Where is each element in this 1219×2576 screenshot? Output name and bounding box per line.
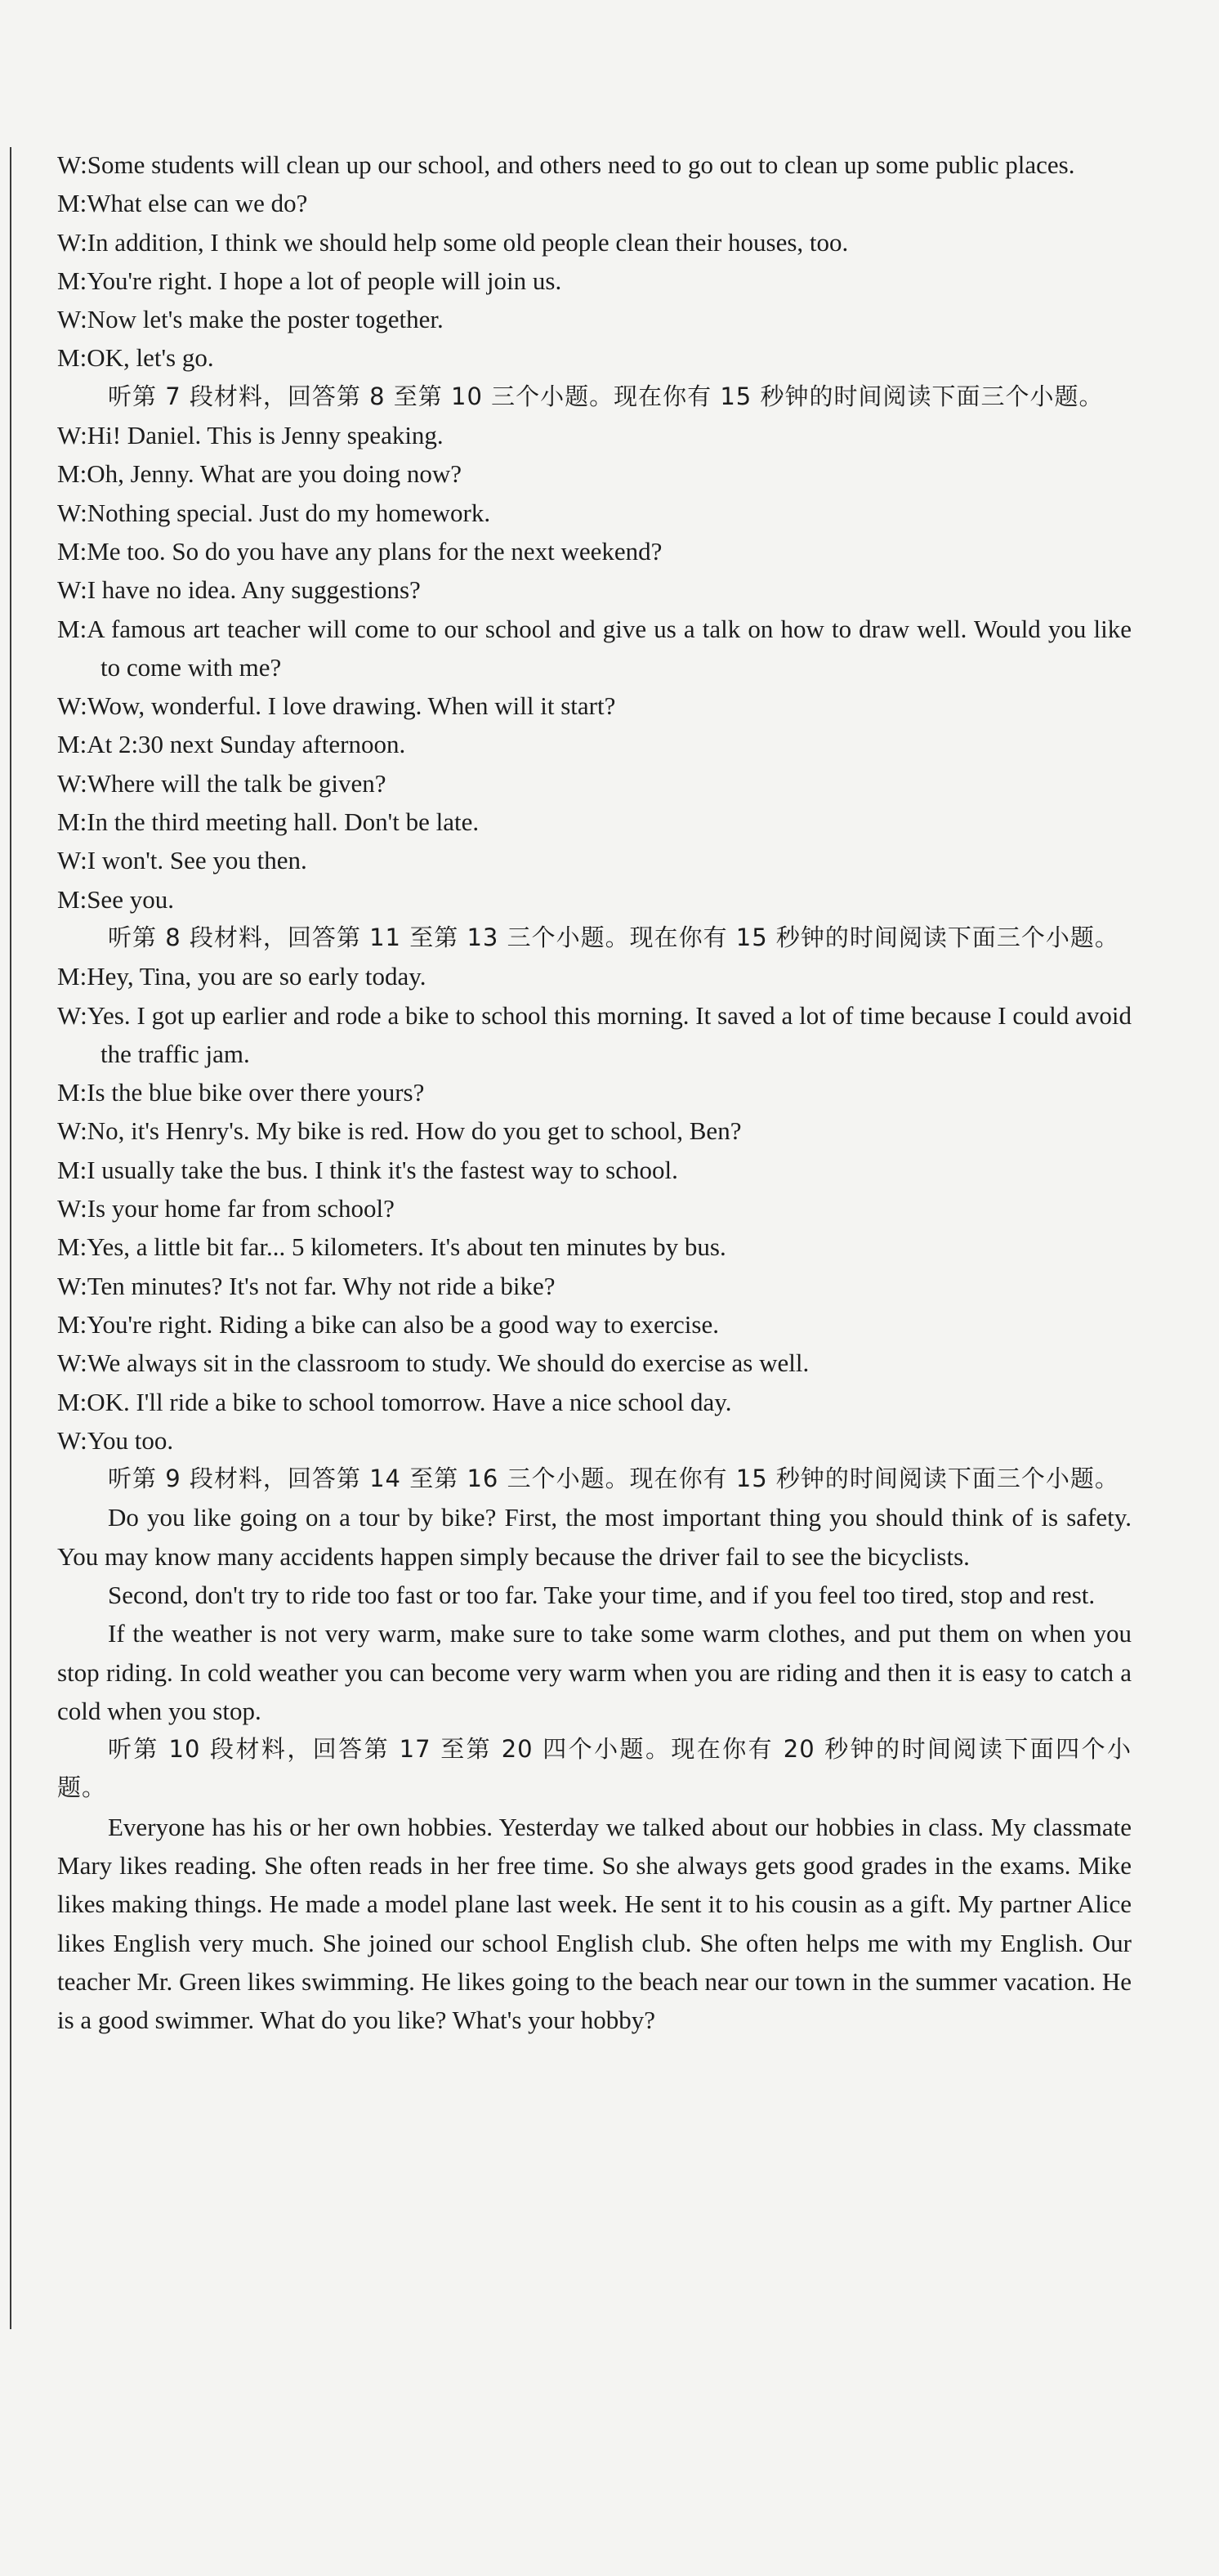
dialogue-line bbox=[57, 145, 1132, 184]
paragraph: Second, don't try to ride too fast or too far. Take your time, and if you feel too tired, stop and rest. bbox=[108, 1580, 1096, 1609]
dialogue-text: I usually take the bus. I think it's the fastest way to school. bbox=[87, 1155, 678, 1184]
dialogue-text: You're right. I hope a lot of people will join us. bbox=[87, 266, 562, 295]
dialogue-text: Me too. So do you have any plans for the next weekend? bbox=[87, 536, 663, 566]
paragraph: Everyone has his or her own hobbies. Yesterday we talked about our hobbies in class. My classmate Mary likes reading. She often reads in her free time. So she always gets good grades in the exams. Mike likes making things. He made a model plane last week. He sent it to his cousin as a gift. My partner Alice likes English very much. She joined our school English club. She often helps me with my English. Our teacher Mr. Green likes swimming. He likes going to the beach near our town in the summer vacation. He is a good swimmer. What do you like? What's your hobby? bbox=[57, 1812, 1132, 2035]
speaker-label: W: bbox=[57, 421, 87, 450]
dialogue-text: What else can we do? bbox=[87, 189, 308, 218]
speaker-label: W: bbox=[57, 305, 87, 334]
dialogue-text: Yes, a little bit far... 5 kilometers. It's about ten minutes by bus. bbox=[87, 1232, 726, 1262]
speaker-label: M: bbox=[57, 1078, 87, 1107]
dialogue-line bbox=[57, 1228, 1132, 1266]
dialogue-line bbox=[57, 764, 1132, 803]
dialogue-text: You're right. Riding a bike can also be a good way to exercise. bbox=[87, 1309, 719, 1339]
dialogue-text: We always sit in the classroom to study. We should do exercise as well. bbox=[87, 1348, 810, 1378]
dialogue-text: Is the blue bike over there yours? bbox=[87, 1078, 425, 1107]
speaker-label: M: bbox=[57, 1309, 87, 1339]
dialogue-line bbox=[57, 1189, 1132, 1228]
speaker-label: M: bbox=[57, 1155, 87, 1184]
dialogue-text: You too. bbox=[87, 1425, 174, 1455]
speaker-label: M: bbox=[57, 730, 87, 759]
listening-instruction: 听第 8 段材料，回答第 11 至第 13 三个小题。现在你有 15 秒钟的时间阅读下面三个小题。 bbox=[108, 923, 1119, 951]
speaker-label: M: bbox=[57, 614, 87, 643]
dialogue-text: OK. I'll ride a bike to school tomorrow. Have a nice school day. bbox=[87, 1387, 732, 1416]
dialogue-block bbox=[57, 957, 1132, 1460]
dialogue-text: OK, let's go. bbox=[87, 343, 214, 373]
dialogue-text: A famous art teacher will come to our school and give us a talk on how to draw well. Would you like to come with me? bbox=[87, 614, 1132, 682]
listening-instruction: 听第 7 段材料，回答第 8 至第 10 三个小题。现在你有 15 秒钟的时间阅读下面三个小题。 bbox=[108, 382, 1104, 410]
transcript-page bbox=[57, 145, 1132, 2040]
page-margin-rule bbox=[10, 147, 11, 2329]
speaker-label: W: bbox=[57, 227, 87, 257]
dialogue-line bbox=[57, 1073, 1132, 1111]
dialogue-line bbox=[57, 454, 1132, 493]
dialogue-text: In the third meeting hall. Don't be late. bbox=[87, 807, 480, 837]
speaker-label: M: bbox=[57, 343, 87, 373]
speaker-label: M: bbox=[57, 189, 87, 218]
speaker-label: W: bbox=[57, 150, 87, 179]
dialogue-line bbox=[57, 1267, 1132, 1305]
dialogue-text: Hey, Tina, you are so early today. bbox=[87, 962, 426, 991]
speaker-label: M: bbox=[57, 536, 87, 566]
dialogue-line bbox=[57, 1151, 1132, 1189]
speaker-label: W: bbox=[57, 1271, 87, 1300]
dialogue-line bbox=[57, 841, 1132, 879]
speaker-label: W: bbox=[57, 768, 87, 798]
dialogue-block bbox=[57, 416, 1132, 919]
dialogue-text: At 2:30 next Sunday afternoon. bbox=[87, 730, 406, 759]
dialogue-text: Some students will clean up our school, and others need to go out to clean up some public places. bbox=[87, 150, 1075, 179]
dialogue-line bbox=[57, 300, 1132, 338]
dialogue-line bbox=[57, 570, 1132, 609]
dialogue-line bbox=[57, 880, 1132, 919]
dialogue-line bbox=[57, 610, 1132, 687]
dialogue-line bbox=[57, 1421, 1132, 1460]
dialogue-line bbox=[57, 416, 1132, 454]
dialogue-line bbox=[57, 494, 1132, 532]
speaker-label: W: bbox=[57, 691, 87, 721]
speaker-label: W: bbox=[57, 1348, 87, 1378]
dialogue-line bbox=[57, 223, 1132, 262]
dialogue-line bbox=[57, 338, 1132, 377]
dialogue-text: See you. bbox=[87, 884, 174, 914]
dialogue-line bbox=[57, 184, 1132, 222]
dialogue-line bbox=[57, 957, 1132, 995]
dialogue-text: Where will the talk be given? bbox=[87, 768, 386, 798]
dialogue-line bbox=[57, 1383, 1132, 1421]
dialogue-line bbox=[57, 1111, 1132, 1150]
dialogue-line bbox=[57, 532, 1132, 570]
dialogue-text: Is your home far from school? bbox=[87, 1194, 395, 1223]
speaker-label: W: bbox=[57, 846, 87, 875]
speaker-label: W: bbox=[57, 498, 87, 527]
speaker-label: M: bbox=[57, 1232, 87, 1262]
dialogue-line bbox=[57, 1305, 1132, 1344]
dialogue-text: I won't. See you then. bbox=[87, 846, 307, 875]
paragraph: If the weather is not very warm, make sure to take some warm clothes, and put them on when you stop riding. In cold weather you can become very warm when you are riding and then it is easy to catch a cold when you stop. bbox=[57, 1619, 1132, 1725]
speaker-label: W: bbox=[57, 1194, 87, 1223]
dialogue-text: Yes. I got up earlier and rode a bike to school this morning. It saved a lot of time because I could avoid the traffic jam. bbox=[87, 1000, 1132, 1068]
dialogue-line bbox=[57, 996, 1132, 1074]
dialogue-text: I have no idea. Any suggestions? bbox=[87, 575, 421, 605]
dialogue-line bbox=[57, 1344, 1132, 1382]
dialogue-text: Now let's make the poster together. bbox=[87, 305, 444, 334]
listening-instruction: 听第 9 段材料，回答第 14 至第 16 三个小题。现在你有 15 秒钟的时间阅读下面三个小题。 bbox=[108, 1465, 1119, 1493]
speaker-label: M: bbox=[57, 459, 87, 489]
speaker-label: M: bbox=[57, 266, 87, 295]
dialogue-line bbox=[57, 686, 1132, 725]
dialogue-text: In addition, I think we should help some old people clean their houses, too. bbox=[87, 227, 849, 257]
dialogue-line bbox=[57, 725, 1132, 763]
dialogue-text: Oh, Jenny. What are you doing now? bbox=[87, 459, 462, 489]
speaker-label: M: bbox=[57, 962, 87, 991]
paragraph: Do you like going on a tour by bike? First, the most important thing you should think of is safety. You may know many accidents happen simply because the driver fail to see the bicyclists. bbox=[57, 1503, 1132, 1571]
dialogue-text: No, it's Henry's. My bike is red. How do you get to school, Ben? bbox=[87, 1116, 742, 1146]
monologue-block bbox=[57, 1808, 1132, 2040]
listening-instruction: 听第 10 段材料，回答第 17 至第 20 四个小题。现在你有 20 秒钟的时间阅读下面四个小题。 bbox=[57, 1735, 1132, 1802]
dialogue-text: Ten minutes? It's not far. Why not ride a bike? bbox=[87, 1271, 556, 1300]
speaker-label: W: bbox=[57, 1000, 87, 1030]
monologue-block bbox=[57, 1498, 1132, 1730]
dialogue-text: Hi! Daniel. This is Jenny speaking. bbox=[87, 421, 444, 450]
dialogue-line bbox=[57, 262, 1132, 300]
dialogue-block bbox=[57, 145, 1132, 378]
speaker-label: M: bbox=[57, 1387, 87, 1416]
dialogue-line bbox=[57, 803, 1132, 841]
speaker-label: W: bbox=[57, 1116, 87, 1146]
dialogue-text: Nothing special. Just do my homework. bbox=[87, 498, 491, 527]
speaker-label: W: bbox=[57, 575, 87, 605]
speaker-label: W: bbox=[57, 1425, 87, 1455]
speaker-label: M: bbox=[57, 884, 87, 914]
dialogue-text: Wow, wonderful. I love drawing. When will it start? bbox=[87, 691, 616, 721]
speaker-label: M: bbox=[57, 807, 87, 837]
